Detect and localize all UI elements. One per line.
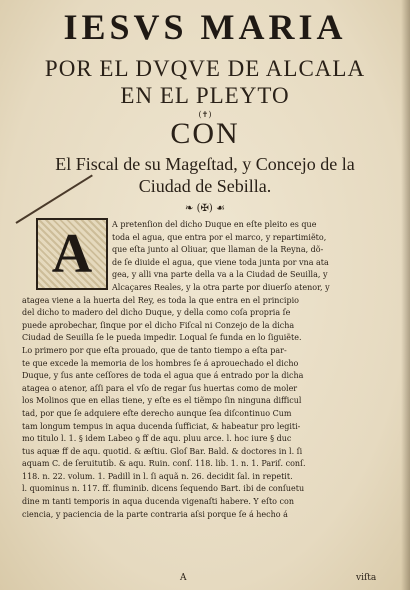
cross-mark: (✝) xyxy=(198,110,212,119)
heading-ciudad: Ciudad de Sebilla. xyxy=(138,176,272,196)
initial-letter: A xyxy=(51,223,93,285)
body-line: 118. n. 22. volum. 1. Padill in l. ſi aquã n. 26. decidit ſal. in repetit. xyxy=(22,471,293,481)
body-line: Alcaçares Reales, y la otra parte por diuerſo atenor, y xyxy=(112,282,330,292)
heading-fiscal: El Fiscal de su Mageſtad, y Concejo de la xyxy=(55,154,355,174)
signature-mark: A xyxy=(180,573,187,583)
body-line: tad, por que ſe adquiere eſte derecho aunque ſea diſcontinuo Cum xyxy=(22,408,292,418)
body-line: que eſta junto al Oliuar, que llaman de la Reyna, dõ- xyxy=(112,245,324,255)
body-line: Lo primero por que eſta prouado, que de tanto tiempo a eſta par- xyxy=(22,345,287,355)
ornament-divider: ❧ (✠) ☙ xyxy=(185,203,225,214)
heading-duque: POR EL DVQVE DE ALCALA xyxy=(44,56,366,81)
heading-con: CON xyxy=(170,117,240,150)
body-line: mo titulo l. 1. § idem Labeo ꝯ ff de aqu. pluu arce. l. hoc iure § duc xyxy=(22,434,292,444)
page-edge-shadow xyxy=(401,0,410,590)
body-line: ciencia, y paciencia de la parte contraria aſsi porque ſe á hecho á xyxy=(22,509,288,519)
body-line: atagea viene a la huerta del Rey, es toda la que entra en el principio xyxy=(22,295,299,305)
body-line: tus aquæ ff de aqu. quotid. & æſtiu. Gloſ Bar. Bald. & doctores in l. ſi xyxy=(22,446,303,456)
body-line: toda el agua, que entra por el marco, y repartimiẽto, xyxy=(112,232,327,242)
heading-pleyto: EN EL PLEYTO xyxy=(120,83,290,108)
body-line: de ſe diuide el agua, que viene toda junta por vna ata xyxy=(112,257,329,267)
body-line: tam longum tempus in aqua ducenda ſufficiat, & habeatur pro legiti- xyxy=(22,421,301,431)
body-line: atagea o atenor, aſſi para el vſo de regar ſus huertas como de moler xyxy=(22,383,298,393)
body-line: te que excede la memoria de los hombres ſe á aprouechado el dicho xyxy=(22,358,299,368)
body-line: puede aprobechar, ſinque por el dicho Fiſcal ni Conzejo de la dicha xyxy=(22,320,295,330)
body-line: aquam C. de ſeruitutib. & aqu. Ruin. conſ. 118. lib. 1. n. 1. Pariſ. conſ. xyxy=(22,459,306,469)
heading-iesvs-maria: IESVS MARIA xyxy=(63,7,347,47)
body-line: A pretenſion del dicho Duque en eſte pleito es que xyxy=(112,220,317,229)
body-line: l. quominus n. 117. ff. fluminib. dicens ſequendo Bart. ibi de conſuetu xyxy=(22,484,305,494)
catchword: viſta xyxy=(356,573,377,583)
body-text xyxy=(22,219,392,521)
body-line: Ciudad de Seuilla ſe le pueda impedir. Loqual ſe funda en lo ſiguiẽte. xyxy=(22,333,302,343)
body-line: dine m tanti temporis in aqua ducenda vigenaſti habere. Y eſto con xyxy=(22,497,294,507)
body-line: Duque, y ſus ante ceſſores de toda el agua que á entrado por la dicha xyxy=(22,371,304,381)
body-line: del dicho to madero del dicho Duque, y della como coſa propria ſe xyxy=(22,308,291,318)
body-line: los Molinos que en ellas tiene, y eſte es el tiẽmpo ſin ninguna difficul xyxy=(22,396,302,406)
body-line: gea, y alli vna parte della va a la Ciudad de Seuilla, y xyxy=(112,270,328,280)
